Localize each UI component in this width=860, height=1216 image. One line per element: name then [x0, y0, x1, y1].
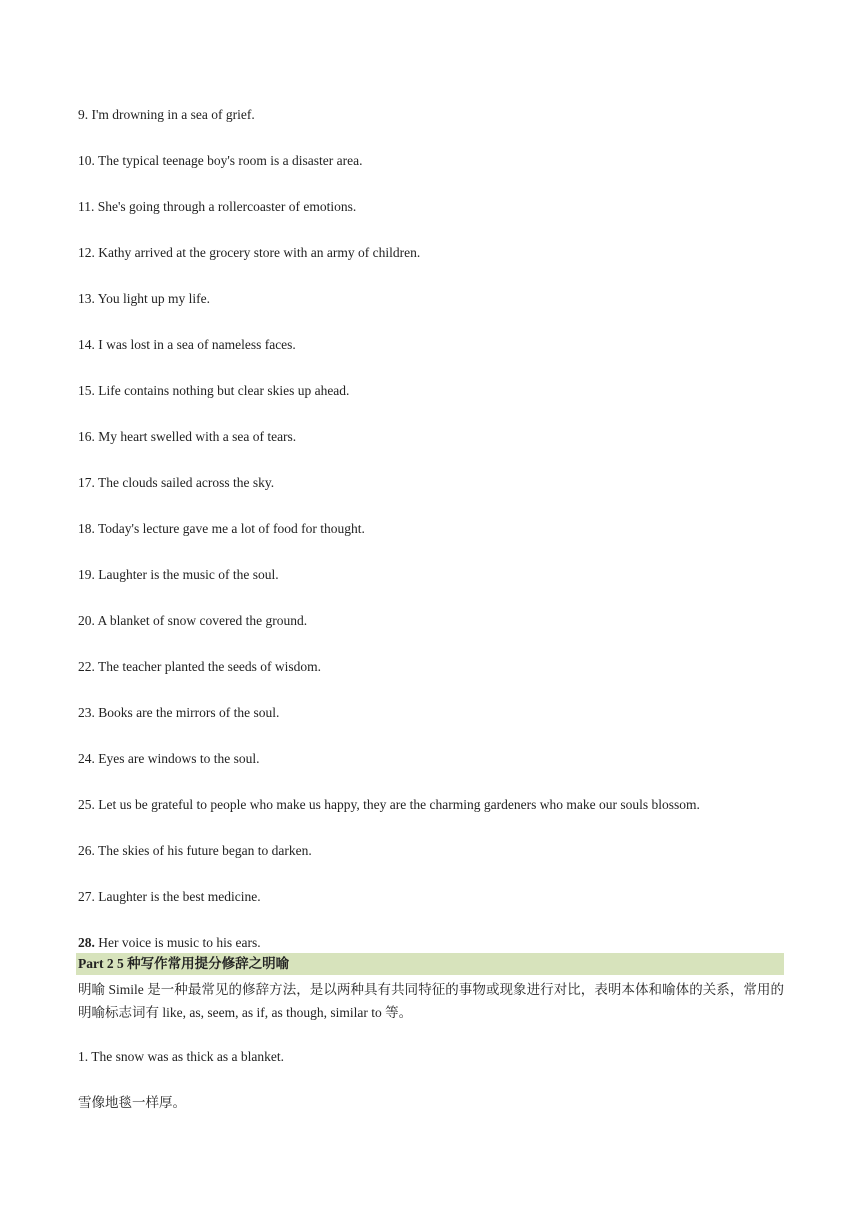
- sentence-20: 20. A blanket of snow covered the ground.: [78, 613, 308, 628]
- sentence-28-number: 28.: [78, 935, 95, 950]
- sentence-10: 10. The typical teenage boy's room is a disaster area.: [78, 153, 363, 168]
- sentence-17: 17. The clouds sailed across the sky.: [78, 475, 275, 490]
- sentence-14: 14. I was lost in a sea of nameless faces.: [78, 337, 296, 352]
- simile-intro: 明喻 Simile 是一种最常见的修辞方法，是以两种具有共同特征的事物或现象进行对比，表明本体和喻体的关系，常用的明喻标志词有 like, as, seem, as if, as though, similar to 等。: [78, 982, 784, 1020]
- sentence-9: 9. I'm drowning in a sea of grief.: [78, 107, 255, 122]
- sentence-23: 23. Books are the mirrors of the soul.: [78, 705, 280, 720]
- sentence-28: [78, 934, 261, 952]
- sentence-22: 22. The teacher planted the seeds of wisdom.: [78, 659, 322, 674]
- sentence-16: 16. My heart swelled with a sea of tears.: [78, 429, 297, 444]
- sentence-26: 26. The skies of his future began to darken.: [78, 843, 312, 858]
- section-header: [76, 953, 784, 975]
- sentence-18: 18. Today's lecture gave me a lot of food for thought.: [78, 521, 365, 536]
- sentence-15: 15. Life contains nothing but clear skies up ahead.: [78, 383, 350, 398]
- section-title: Part 2 5 种写作常用提分修辞之明喻: [78, 956, 290, 971]
- sentence-27: 27. Laughter is the best medicine.: [78, 889, 261, 904]
- sentence-25: 25. Let us be grateful to people who make us happy, they are the charming gardeners who make our souls blossom.: [78, 797, 700, 812]
- example-chinese: 雪像地毯一样厚。: [78, 1095, 186, 1110]
- sentence-28-text: Her voice is music to his ears.: [94, 935, 261, 950]
- sentence-13: 13. You light up my life.: [78, 291, 211, 306]
- sentence-24: 24. Eyes are windows to the soul.: [78, 751, 260, 766]
- example-english: 1. The snow was as thick as a blanket.: [78, 1049, 284, 1064]
- sentence-19: 19. Laughter is the music of the soul.: [78, 567, 279, 582]
- sentence-12: 12. Kathy arrived at the grocery store with an army of children.: [78, 245, 421, 260]
- sentence-11: 11. She's going through a rollercoaster of emotions.: [78, 199, 357, 214]
